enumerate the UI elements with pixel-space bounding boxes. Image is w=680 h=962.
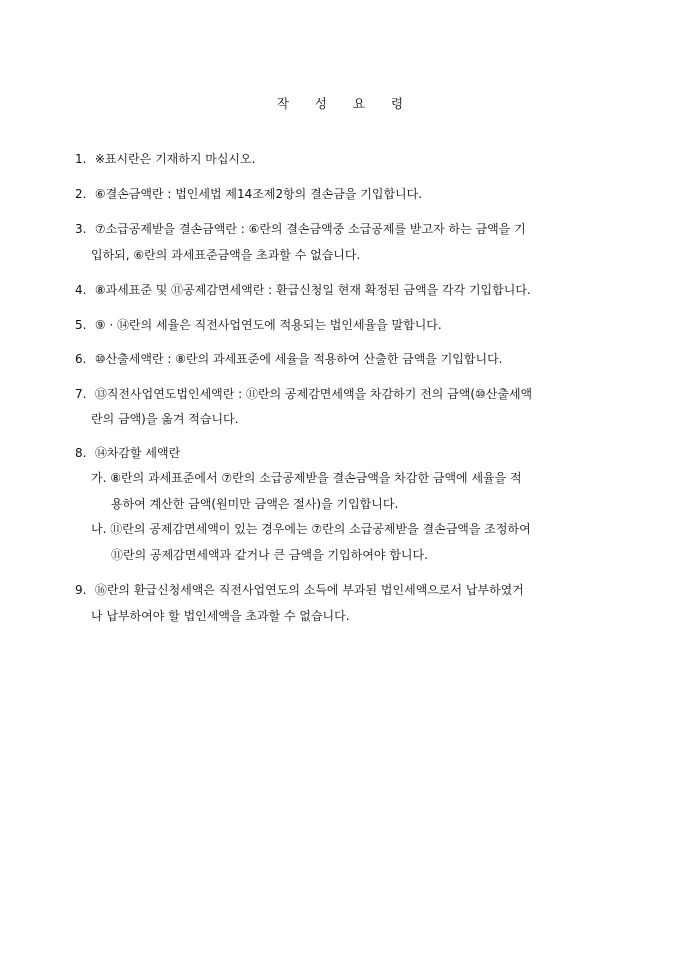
item-text: ⑭차감할 세액란 [94, 446, 181, 460]
list-item-1 [75, 146, 585, 172]
item-text: ⑦소급공제받을 결손금액란 : ⑥란의 결손금액중 소급공제를 받고자 하는 금액을 기 [94, 222, 526, 236]
list-item-3-continuation: 입하되, ⑥란의 과세표준금액을 초과할 수 없습니다. [91, 248, 361, 262]
item-number: 5. [75, 318, 87, 332]
item-number: 1. [75, 152, 87, 166]
item-text: ⑩산출세액란 : ⑧란의 과세표준에 세율을 적용하여 산출한 금액을 기입합니다. [94, 352, 503, 366]
item-text: ⑥결손금액란 : 법인세법 제14조제2항의 결손금을 기입합니다. [94, 187, 423, 201]
sub-item-number: 가. [91, 471, 107, 485]
list-item-6 [75, 346, 585, 372]
item-number: 8. [75, 446, 87, 460]
list-item-9-continuation: 나 납부하여야 할 법인세액을 초과할 수 없습니다. [91, 609, 350, 623]
sub-item-text: ⑪란의 공제감면세액이 있는 경우에는 ⑦란의 소급공제받을 결손금액을 조정하여 [110, 522, 531, 536]
document-title: 작 성 요 령 [276, 96, 404, 111]
list-item-4 [75, 277, 585, 303]
list-item-7-continuation: 란의 금액)을 옮겨 적습니다. [91, 412, 239, 426]
item-number: 6. [75, 352, 87, 366]
item-text: ⑧과세표준 및 ⑪공제감면세액란 : 환급신청일 현재 확정된 금액을 각각 기입합니다. [94, 283, 531, 297]
sub-item-number: 나. [91, 522, 107, 536]
list-item-3 [75, 216, 585, 242]
list-item-9 [75, 577, 585, 603]
sub-item-ga [91, 465, 522, 491]
list-item-8 [75, 440, 585, 466]
list-item-2 [75, 181, 585, 207]
sub-item-text: ⑧란의 과세표준에서 ⑦란의 소급공제받을 결손금액을 차감한 금액에 세율을 적 [110, 471, 522, 485]
item-number: 2. [75, 187, 87, 201]
sub-item-na-continuation: ⑪란의 공제감면세액과 같거나 큰 금액을 기입하여야 합니다. [111, 548, 428, 562]
sub-item-na [91, 516, 531, 542]
item-text: ⑨ · ⑭란의 세율은 직전사업연도에 적용되는 법인세율을 말합니다. [94, 318, 442, 332]
item-number: 7. [75, 387, 87, 401]
item-text: ⑯란의 환급신청세액은 직전사업연도의 소득에 부과된 법인세액으로서 납부하였거 [94, 583, 524, 597]
list-item-7 [75, 381, 585, 407]
item-text: ※표시란은 기재하지 마십시오. [94, 152, 256, 166]
item-number: 3. [75, 222, 87, 236]
item-number: 9. [75, 583, 87, 597]
list-item-5 [75, 312, 585, 338]
item-number: 4. [75, 283, 87, 297]
sub-item-ga-continuation: 용하여 계산한 금액(원미만 금액은 절사)을 기입합니다. [111, 497, 399, 511]
item-text: ⑬직전사업연도법인세액란 : ⑪란의 공제감면세액을 차감하기 전의 금액(⑩산출세액 [94, 387, 533, 401]
